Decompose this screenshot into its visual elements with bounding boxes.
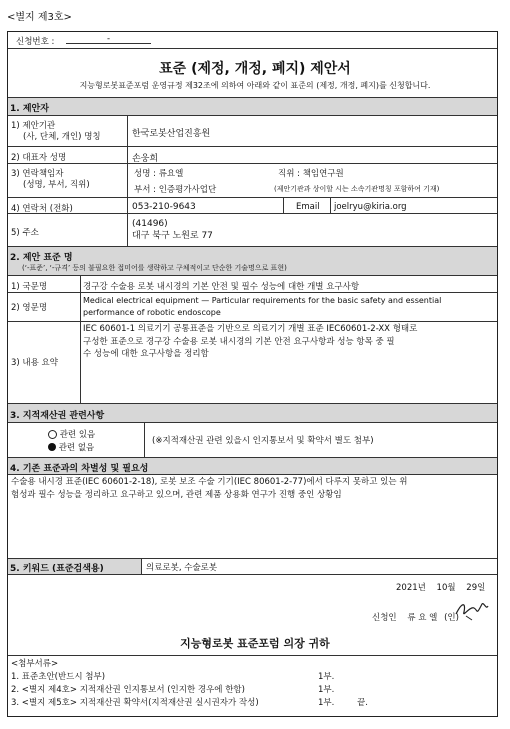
attachment-label: <별지 제3호>: [7, 12, 72, 23]
date-line: 2021년 10월 29일: [396, 583, 486, 593]
form-title: 표준 (제정, 개정, 폐지) 제안서: [159, 61, 351, 77]
kr-name-label: 1) 국문명: [11, 282, 48, 292]
contact-note: (제안기관과 상이할 시는 소속기관명칭 포함하여 기재): [274, 185, 440, 193]
rep-label: 2) 대표자 성명: [11, 153, 67, 163]
contact-dept: 부서 : 인증평가사업단: [134, 185, 217, 195]
kr-name-value: 경구강 수술용 로봇 내시경의 기본 안전 및 필수 성능에 대한 개별 요구사항: [83, 282, 360, 292]
section2-heading: 2. 제안 표준 명: [10, 253, 73, 263]
radio-filled-icon: [48, 443, 56, 451]
ip-option-yes[interactable]: 관련 있음: [48, 428, 95, 440]
applicant-no-field[interactable]: -: [66, 34, 151, 44]
addressee: 지능형로봇 표준포럼 의장 귀하: [180, 637, 330, 650]
attachment-item: 2. <별지 제4호> 지적재산권 인지통보서 (인지한 경우에 한함) 1부.: [11, 685, 335, 695]
en-name-label: 2) 영문명: [11, 303, 48, 313]
en-name-value: Medical electrical equipment — Particular requirements for the basic safety and essential performance of robotic endoscope: [83, 296, 442, 317]
keywords-value: 의료로봇, 수술로봇: [146, 563, 218, 573]
section5-heading: 5. 키워드 (표준검색용): [10, 564, 104, 574]
applicant-no-row: [8, 32, 497, 48]
section4-heading: 4. 기존 표준과의 차별성 및 필요성: [10, 464, 149, 474]
signature-mark: [452, 596, 492, 624]
attachments-heading: <첨부서류>: [11, 659, 59, 669]
rep-value: 손웅희: [132, 154, 159, 164]
section3-heading: 3. 지적재산권 관련사항: [10, 411, 105, 421]
attachments-list: [11, 671, 471, 710]
email-label: Email: [296, 202, 320, 212]
attachment-item: 1. 표준초안(반드시 첨부) 1부.: [11, 672, 335, 682]
address-label: 5) 주소: [11, 228, 39, 238]
applicant-line: 신청인 류 요 엘 (인): [372, 613, 459, 623]
phone-label: 4) 연락처 (전화): [11, 204, 73, 214]
summary-value: IEC 60601-1 의료기기 공통표준을 기반으로 의료기기 개별 표준 IEC60601-2-XX 형태로 구성한 표준으로 경구강 수술용 로봇 내시경의 기본 안전 요구사항과 성능 항목 중 필 수 성능에 대한 요구사항을 정리함: [83, 324, 418, 359]
radio-empty-icon: [48, 430, 57, 439]
intro-text: 지능형로봇표준포럼 운영규정 제32조에 의하여 아래와 같이 표준의 (제정, 개정, 폐지)를 신청합니다.: [79, 81, 431, 90]
address-value: (41496) 대구 북구 노원로 77: [132, 219, 213, 241]
org-value: 한국로봇산업진흥원: [132, 129, 211, 139]
ip-note: (※지적재산권 관련 있을시 인지통보서 및 확약서 별도 첨부): [152, 436, 374, 446]
email-value[interactable]: joelryu@kiria.org: [334, 202, 407, 212]
org-label: 1) 제안기관 (사, 단체, 개인) 명칭: [11, 121, 101, 142]
phone-value: 053-210-9643: [132, 202, 196, 212]
summary-label: 3) 내용 요약: [11, 358, 58, 368]
section4-body: 수술용 내시경 표준(IEC 60601-2-18), 로봇 보조 수술 기기(IEC 80601-2-77)에서 다루지 못하고 있는 위 험성과 필수 성능을 정리하고 요구하고 있으며, 관련 제품 상용화 연구가 진행 중인 상황임: [11, 477, 408, 500]
section2-note: (‘-표준’, ‘-규격’ 등의 불필요한 접미어를 생략하고 구체적이고 단순한 기술명으로 표현): [22, 264, 287, 272]
contact-position: 직위 : 책임연구원: [278, 169, 344, 179]
applicant-no-label: 신청번호 :: [16, 37, 55, 47]
contact-name: 성명 : 류요엘: [134, 169, 184, 179]
ip-option-no[interactable]: 관련 없음: [48, 441, 94, 453]
contact-label: 3) 연락책임자 (성명, 부서, 직위): [11, 169, 90, 190]
section1-heading: 1. 제안자: [10, 104, 49, 114]
attachment-item: 3. <별지 제5호> 지적재산권 확약서(지적재산권 실시권자가 작성) 1부. 끝.: [11, 698, 368, 708]
